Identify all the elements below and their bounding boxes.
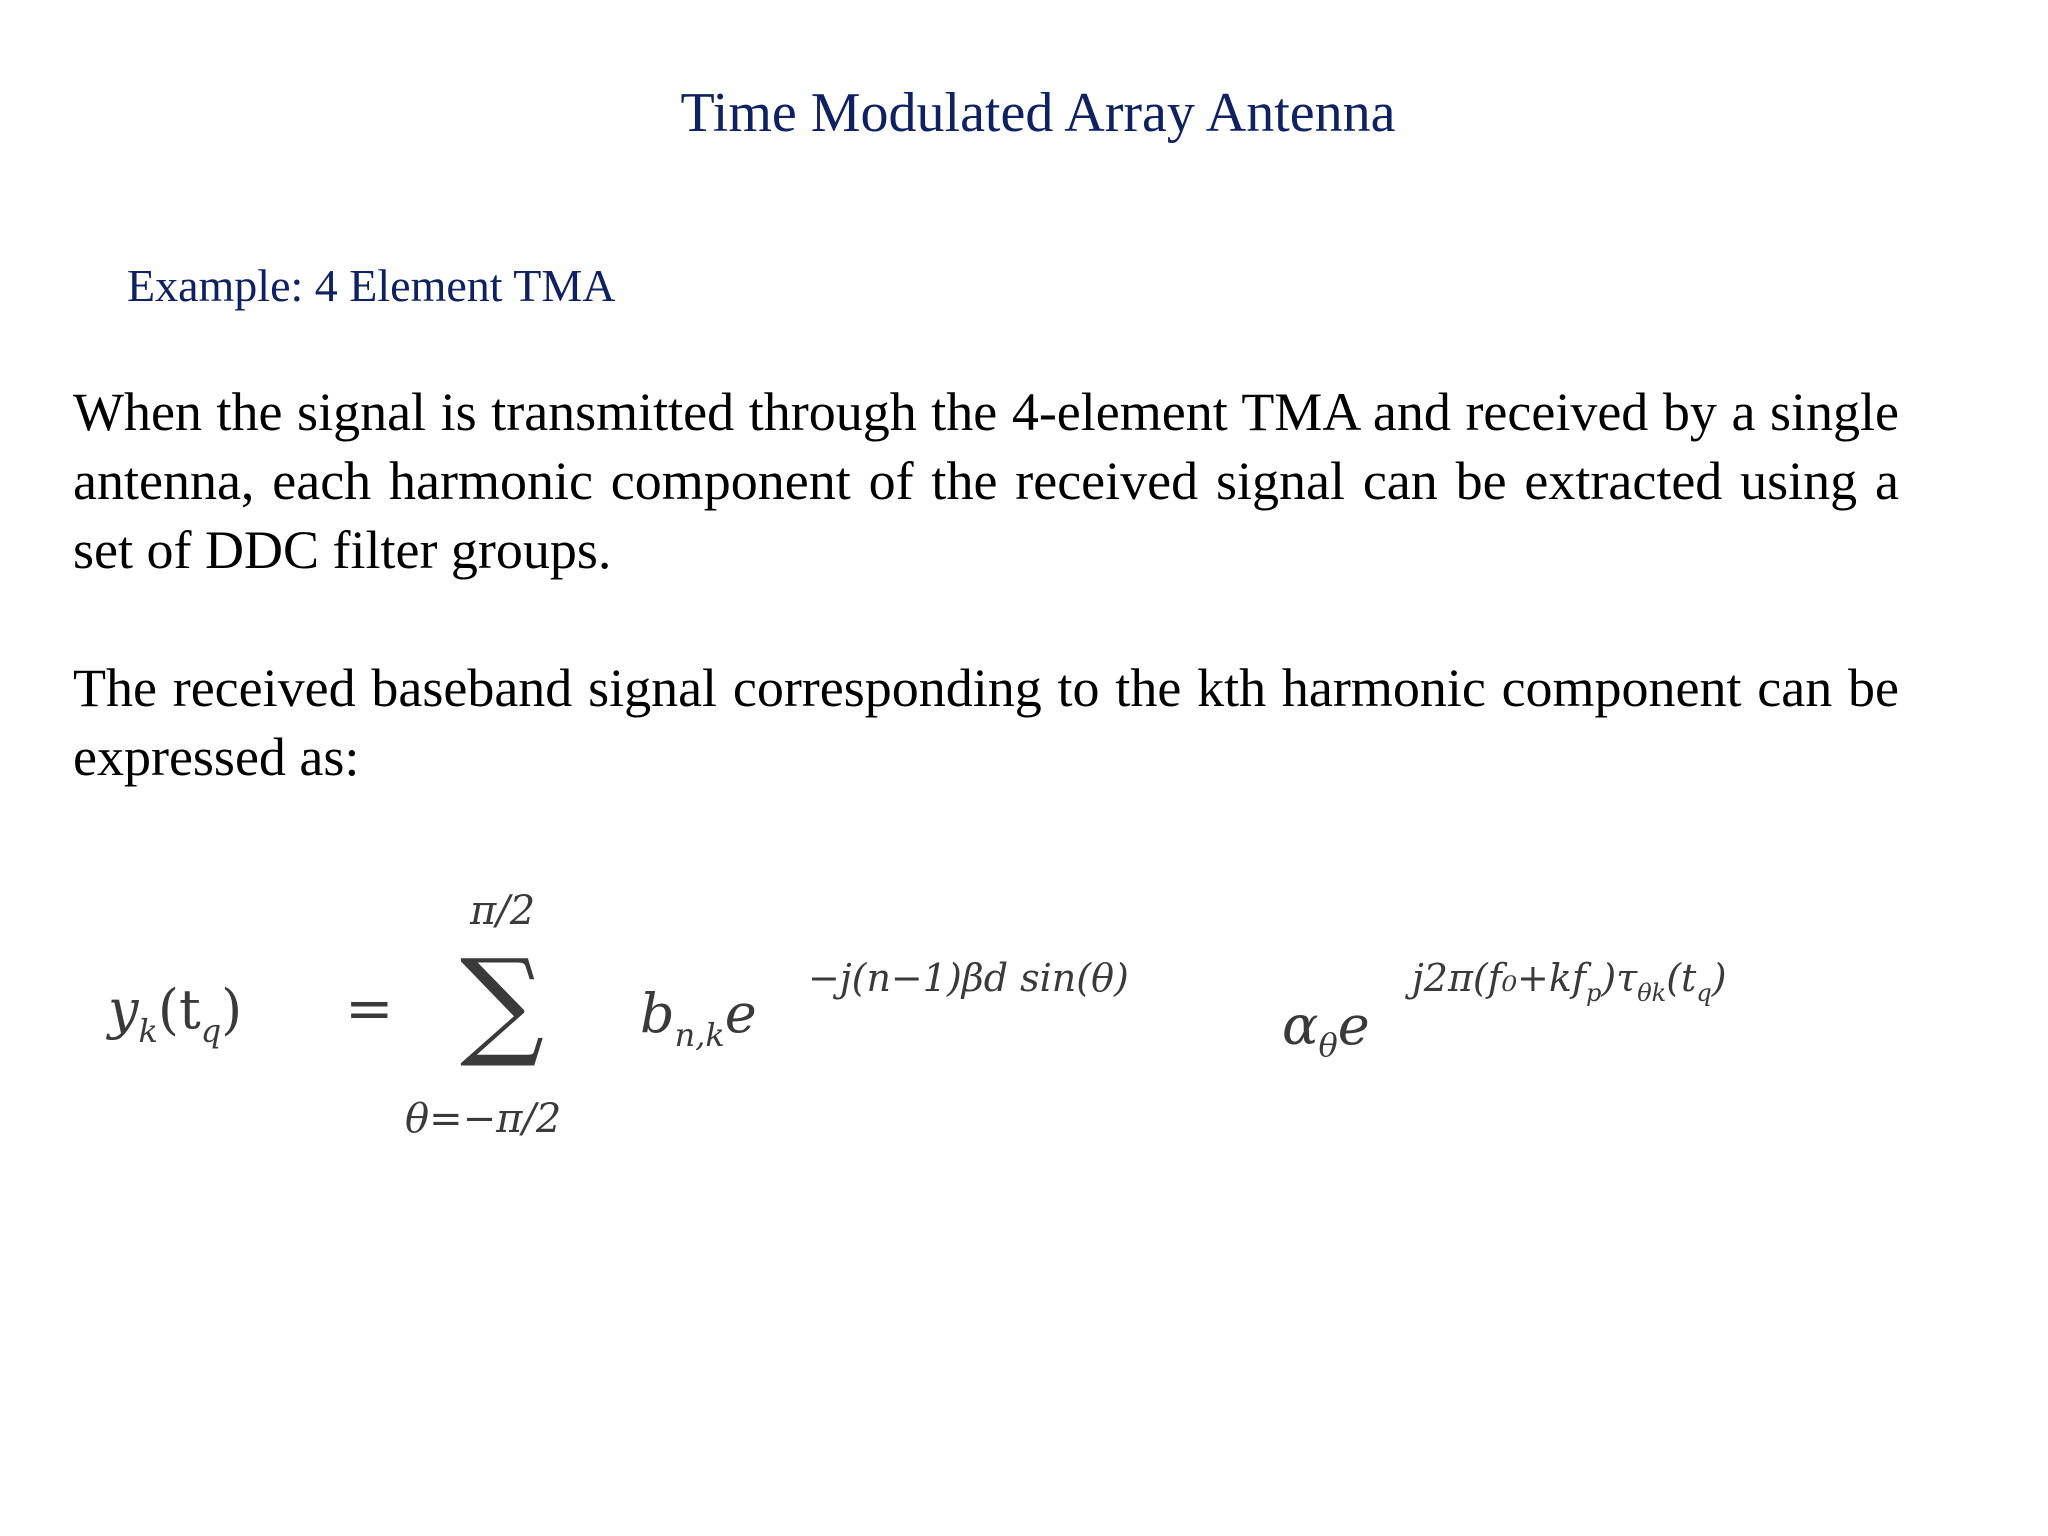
lhs-arg-open: (t xyxy=(157,978,201,1041)
exp2-close: ) xyxy=(1711,956,1727,1000)
slide-subtitle: Example: 4 Element TMA xyxy=(127,260,616,311)
exp-base-2: e xyxy=(1337,994,1370,1057)
exponent-2 xyxy=(1412,956,1727,1005)
alpha-subscript: θ xyxy=(1318,1026,1338,1064)
paragraph-1: When the signal is transmitted through the 4-element TMA and received by a single antenna, each harmonic component of the received signal can be extracted using a set of DDC filter groups. xyxy=(73,382,1899,580)
equation-lhs xyxy=(108,978,243,1050)
exp-base-1: e xyxy=(724,982,757,1045)
exponent-1: −j(n−1)βd sin(θ) xyxy=(808,956,1129,1000)
lhs-symbol: y xyxy=(108,978,139,1041)
coef-symbol: b xyxy=(640,982,675,1045)
exp2-p-subscript: p xyxy=(1586,979,1602,1007)
lhs-arg-close: ) xyxy=(221,978,243,1041)
lhs-subscript: k xyxy=(138,1012,158,1050)
paragraph-2: The received baseband signal corresponding to the kth harmonic component can be expressed as: xyxy=(73,658,1899,787)
alpha-symbol: α xyxy=(1282,994,1319,1057)
coefficient-term xyxy=(640,982,757,1054)
sum-lower-limit: θ=−π/2 xyxy=(405,1096,562,1142)
equals-sign: = xyxy=(345,974,394,1042)
exp2-tail: (t xyxy=(1666,956,1697,1000)
alpha-term xyxy=(1282,996,1370,1063)
slide-title: Time Modulated Array Antenna xyxy=(680,82,1396,144)
lhs-arg-subscript: q xyxy=(200,1012,222,1050)
sum-upper-limit: π/2 xyxy=(470,888,536,934)
exp2-mid: )τ xyxy=(1601,956,1638,1000)
exp2-main: j2π(f₀+kf xyxy=(1412,956,1586,1000)
exp2-tau-subscript: θk xyxy=(1637,979,1667,1007)
coef-subscript: n,k xyxy=(674,1016,725,1054)
exp2-tq-subscript: q xyxy=(1696,979,1712,1007)
summation-symbol: ∑ xyxy=(460,933,545,1071)
